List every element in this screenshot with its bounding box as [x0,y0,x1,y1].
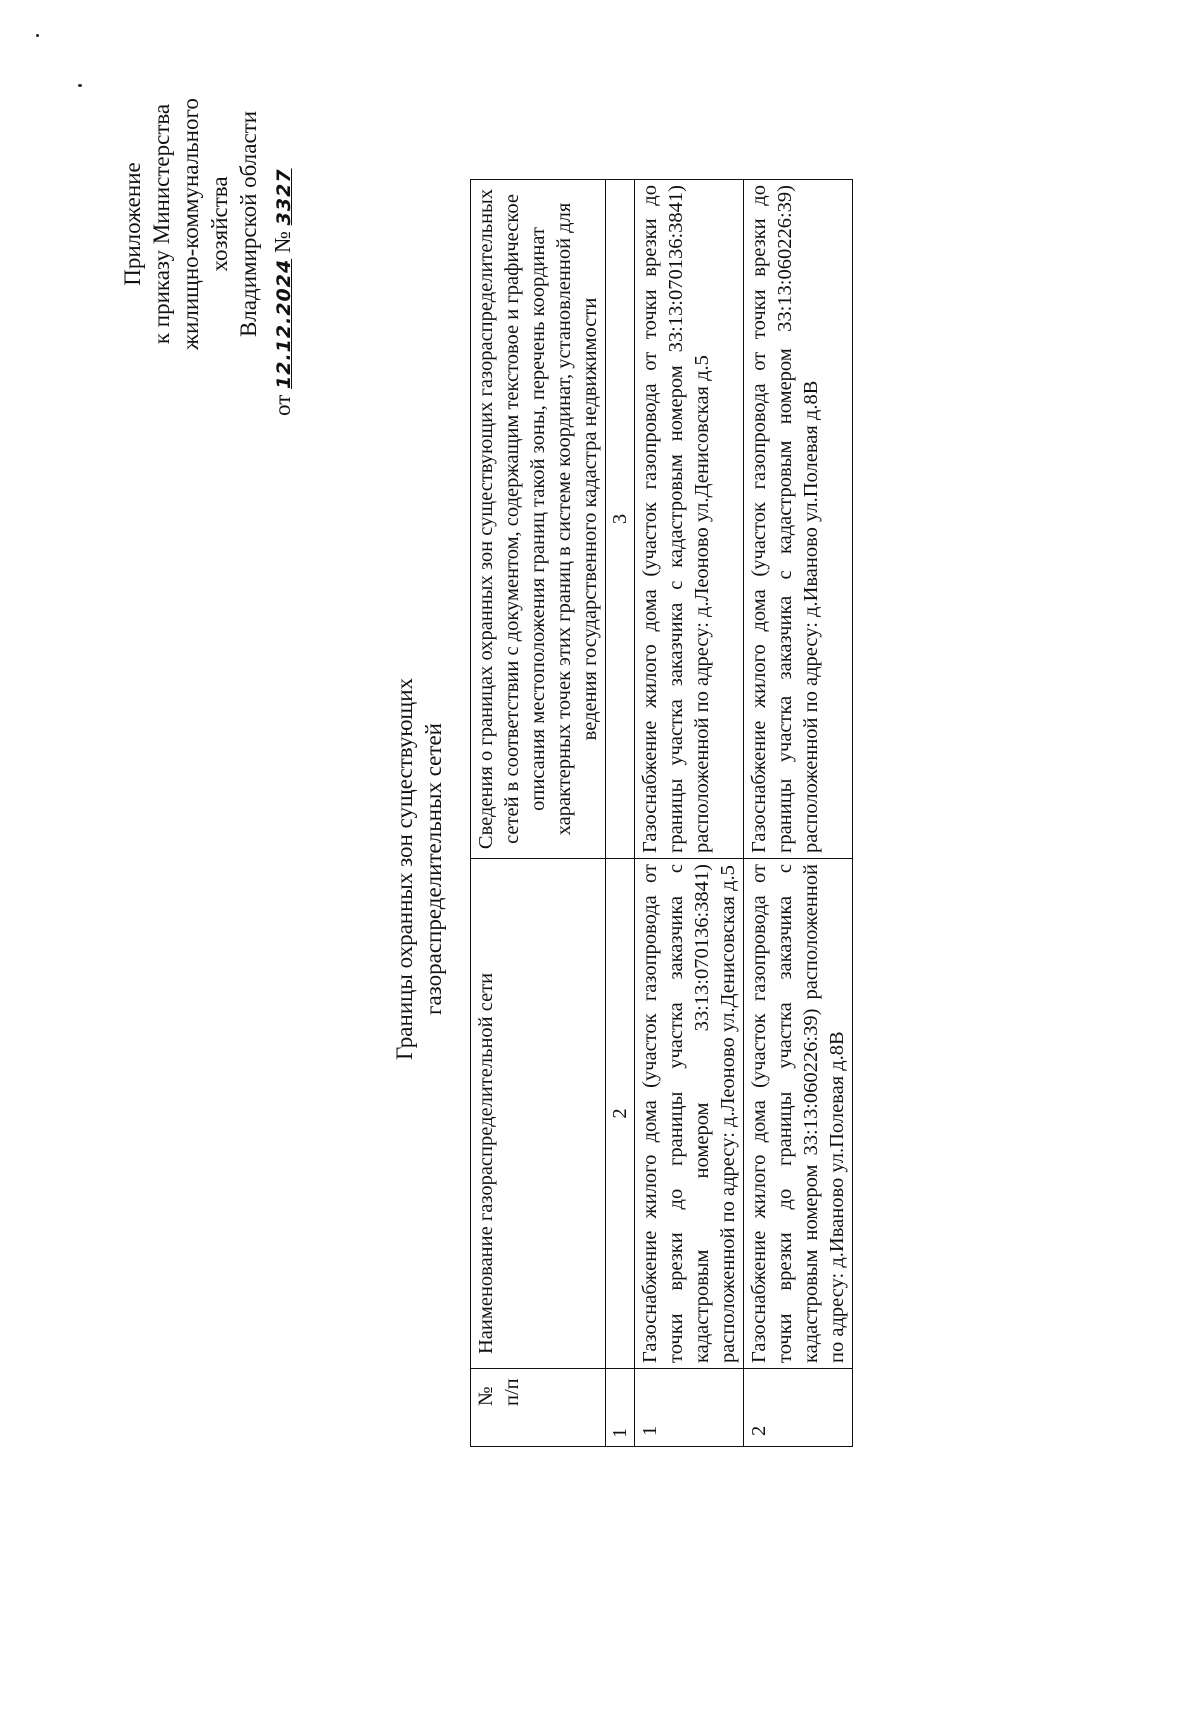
title-line: газораспределительных сетей [421,723,446,1015]
appendix-line: жилищно-коммунального хозяйства [178,98,232,350]
order-date-number [270,76,296,416]
row-name: Газоснабжение жилого дома (участок газопровода от точки врезки до границы участка заказчика с кадастровым номером 33:13:060226:39) расположенной по адресу: д.Иваново ул.Полевая д.8В [744,859,853,1369]
column-number: 1 [606,1369,635,1447]
row-info: Газоснабжение жилого дома (участок газопровода от точки врезки до границы участка заказчика с кадастровым номером 33:13:070136:3841) расположенной по адресу: д.Леоново ул.Денисовская д.5 [635,180,744,859]
row-num: 2 [744,1369,853,1447]
appendix-line: Приложение [120,162,145,286]
column-number: 2 [606,859,635,1369]
table-row [744,180,853,1447]
header-name: Наименование газораспределительной сети [471,859,606,1369]
document-title [390,589,448,1149]
title-line: Границы охранных зон существующих [392,677,417,1061]
row-info: Газоснабжение жилого дома (участок газопровода от точки врезки до границы участка заказчика с кадастровым номером 33:13:060226:39) расположенной по адресу: д.Иваново ул.Полевая д.8В [744,180,853,859]
appendix-line: к приказу Министерства [149,103,174,345]
row-num: 1 [635,1369,744,1447]
header-num: № п/п [471,1369,606,1447]
order-date: 12.12.2024 [273,258,295,389]
column-number: 3 [606,180,635,859]
order-number: 3327 [273,168,295,226]
number-prefix: № [270,231,295,254]
appendix-line: Владимирской области [236,110,261,338]
table-header-row [471,180,606,1447]
column-number-row [606,180,635,1447]
table-row [635,180,744,1447]
scan-speck [36,34,39,37]
row-name: Газоснабжение жилого дома (участок газопровода от точки врезки до границы участка заказчика с кадастровым номером 33:13:070136:3841) расположенной по адресу: д.Леоново ул.Денисовская д.5 [635,859,744,1369]
appendix-header [118,59,263,389]
gas-zones-table [470,179,853,1447]
header-info: Сведения о границах охранных зон существующих газораспределительных сетей в соответствии с документом, содержащим текстовое и графическое описания местоположения границ такой зоны, перечень координат характерных точек этих границ в системе координат, установленной для ведения государственного кадастра недвижимости [471,180,606,859]
date-prefix: от [270,394,295,416]
scan-speck [78,84,82,87]
